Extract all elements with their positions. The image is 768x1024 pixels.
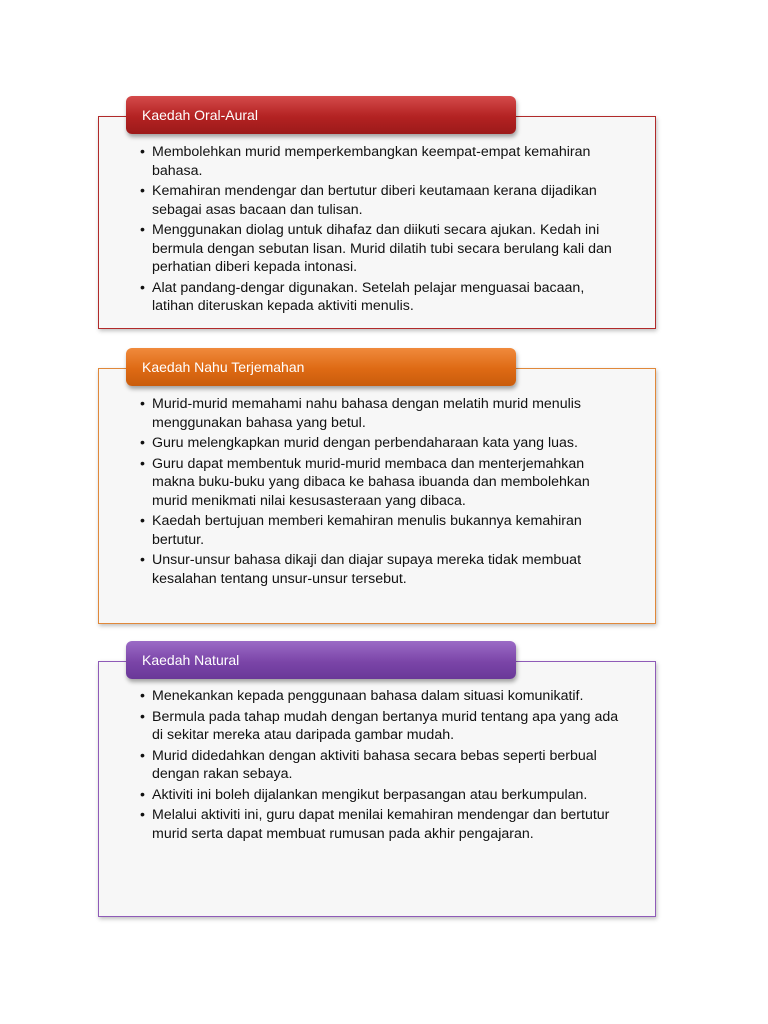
section-title: Kaedah Natural (126, 641, 516, 679)
list-item: • Menekankan kepada penggunaan bahasa dalam situasi komunikatif. (140, 687, 628, 706)
section-oral-aural (98, 96, 656, 332)
list-item: • Guru dapat membentuk murid-murid membaca dan menterjemahkan makna buku-buku yang dibaca ke bahasa ibuanda dan membolehkan murid menikmati nilai kesusasteraan yang dibaca. (140, 455, 628, 511)
bullet-list (140, 143, 628, 318)
list-item: • Menggunakan diolag untuk dihafaz dan diikuti secara ajukan. Kedah ini bermula dengan sebutan lisan. Murid dilatih tubi secara berulang kali dan perhatian diberi kepada intonasi. (140, 221, 628, 277)
section-title: Kaedah Nahu Terjemahan (126, 348, 516, 386)
list-item: • Alat pandang-dengar digunakan. Setelah pelajar menguasai bacaan, latihan diteruskan kepada aktiviti menulis. (140, 279, 628, 316)
list-item: • Bermula pada tahap mudah dengan bertanya murid tentang apa yang ada di sekitar mereka atau daripada gambar mudah. (140, 708, 628, 745)
list-item: • Membolehkan murid memperkembangkan keempat-empat kemahiran bahasa. (140, 143, 628, 180)
section-natural (98, 641, 656, 921)
bullet-list (140, 395, 628, 590)
list-item: • Unsur-unsur bahasa dikaji dan diajar supaya mereka tidak membuat kesalahan tentang unsur-unsur tersebut. (140, 551, 628, 588)
list-item: • Guru melengkapkan murid dengan perbendaharaan kata yang luas. (140, 434, 628, 453)
list-item: • Murid didedahkan dengan aktiviti bahasa secara bebas seperti berbual dengan rakan sebaya. (140, 747, 628, 784)
list-item: • Aktiviti ini boleh dijalankan mengikut berpasangan atau berkumpulan. (140, 786, 628, 805)
list-item: • Kemahiran mendengar dan bertutur diberi keutamaan kerana dijadikan sebagai asas bacaan dan tulisan. (140, 182, 628, 219)
section-nahu-terjemahan (98, 348, 656, 628)
list-item: • Murid-murid memahami nahu bahasa dengan melatih murid menulis menggunakan bahasa yang betul. (140, 395, 628, 432)
list-item: • Melalui aktiviti ini, guru dapat menilai kemahiran mendengar dan bertutur murid serta dapat membuat rumusan pada akhir pengajaran. (140, 806, 628, 843)
section-title: Kaedah Oral-Aural (126, 96, 516, 134)
list-item: • Kaedah bertujuan memberi kemahiran menulis bukannya kemahiran bertutur. (140, 512, 628, 549)
bullet-list (140, 687, 628, 845)
